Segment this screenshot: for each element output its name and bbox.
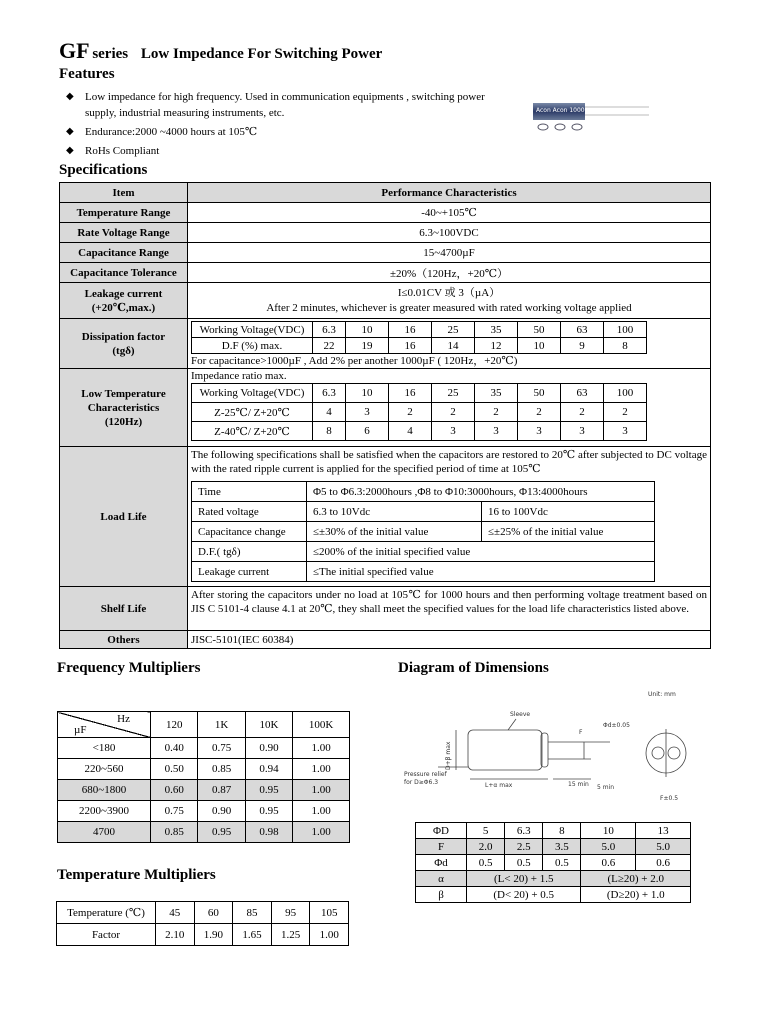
low-temp-table — [191, 383, 647, 441]
freq-value-cell: 0.95 — [245, 801, 292, 822]
lt-z25-cell: 3 — [346, 403, 389, 422]
df-voltage-cell: 35 — [475, 322, 518, 338]
shelf-life-value: After storing the capacitors under no load at 105℃ for 1000 hours and then performing voltage treatment based on JIS C 5101-4 clause 4.1 at 20℃, they shall meet the specified values for the load life characteristics listed above. — [188, 587, 711, 631]
df-voltage-label: Working Voltage(VDC) — [192, 322, 313, 338]
freq-cap-cell: <180 — [58, 738, 151, 759]
dim-beta-a: (D< 20) + 0.5 — [467, 887, 581, 903]
lt-z25-cell: 2 — [518, 403, 561, 422]
freq-value-cell: 0.90 — [198, 801, 245, 822]
dim-f-label: F — [416, 839, 467, 855]
f-dim-label: F — [579, 729, 583, 736]
lt-voltage-cell: 6.3 — [313, 384, 346, 403]
low-temp-label-line3: (120Hz) — [104, 415, 143, 428]
temp-range-label: Temperature Range — [60, 203, 188, 223]
ll-rv-label: Rated voltage — [192, 502, 307, 522]
dim-f-cell: 2.0 — [467, 839, 505, 855]
temperature-table — [56, 901, 349, 946]
feature-item: ◆ Endurance:2000 ~4000 hours at 105℃ — [66, 124, 486, 140]
lt-voltage-cell: 50 — [518, 384, 561, 403]
cap-tol-value: ±20%（120Hz，+20℃） — [188, 263, 711, 283]
freq-header-cell: 120 — [151, 712, 198, 738]
temp-cell: 60 — [194, 902, 233, 924]
freq-value-cell: 0.87 — [198, 780, 245, 801]
diagram-heading: Diagram of Dimensions — [398, 660, 549, 676]
lt-z25-cell: 4 — [313, 403, 346, 422]
freq-header-cell: 1K — [198, 712, 245, 738]
df-voltage-cell: 10 — [346, 322, 389, 338]
dim-dd-cell: 0.6 — [636, 855, 691, 871]
df-voltage-cell: 6.3 — [313, 322, 346, 338]
dim-alpha-a: (L< 20) + 1.5 — [467, 871, 581, 887]
capacitor-leads — [589, 105, 649, 117]
frequency-heading: Frequency Multipliers — [57, 660, 201, 676]
dim-alpha-label: α — [416, 871, 467, 887]
capacitor-label: Acon Acon 1000uF 35V — [536, 107, 606, 114]
temp-range-value: -40~+105℃ — [188, 203, 711, 223]
freq-value-cell: 0.75 — [198, 738, 245, 759]
dim-dd-label: Φd — [416, 855, 467, 871]
df-value-cell: 10 — [518, 338, 561, 354]
dissipation-label — [60, 319, 188, 369]
df-voltage-cell: 16 — [389, 322, 432, 338]
df-value-cell: 12 — [475, 338, 518, 354]
specifications-heading: Specifications — [59, 162, 148, 178]
lt-z40-cell: 3 — [518, 422, 561, 441]
low-temp-label-line2: Characteristics — [87, 401, 160, 414]
units-label: Unit: mm — [648, 691, 676, 698]
freq-value-cell: 1.00 — [293, 801, 350, 822]
leakage-formula: I≤0.01CV 或 3（µA） — [397, 286, 501, 299]
dim-dd-cell: 0.5 — [467, 855, 505, 871]
factor-cell: 1.90 — [194, 924, 233, 946]
lt-z40-label: Z-40℃/ Z+20℃ — [192, 422, 313, 441]
end-view-lead-left — [652, 747, 664, 759]
df-value-cell: 19 — [346, 338, 389, 354]
low-temp-intro: Impedance ratio max. — [191, 370, 287, 382]
load-life-table — [191, 481, 655, 582]
freq-value-cell: 0.95 — [245, 780, 292, 801]
leakage-label-line2: (+20℃,max.) — [91, 301, 156, 314]
temp-cell: 105 — [310, 902, 349, 924]
feature-item: ◆ Low impedance for high frequency. Used in communication equipments , switching power supply, industrial measuring instruments, etc. — [66, 89, 486, 121]
factor-cell: 2.10 — [156, 924, 195, 946]
cap-range-value: 15~4700µF — [188, 243, 711, 263]
freq-value-cell: 1.00 — [293, 822, 350, 843]
dim-f-cell: 3.5 — [543, 839, 581, 855]
dissipation-table — [191, 321, 647, 354]
lt-z25-cell: 2 — [604, 403, 647, 422]
end-view-lead-right — [668, 747, 680, 759]
series-code: GF — [59, 38, 90, 63]
lt-z40-cell: 4 — [389, 422, 432, 441]
dim-beta-b: (D≥20) + 1.0 — [581, 887, 691, 903]
lt-z25-cell: 2 — [389, 403, 432, 422]
ll-cc-label: Capacitance change — [192, 522, 307, 542]
leakage-note: After 2 minutes, whichever is greater measured with rated working voltage applied — [266, 301, 632, 314]
lt-voltage-cell: 100 — [604, 384, 647, 403]
capacitor-body — [468, 730, 542, 770]
others-value: JISC-5101(IEC 60384) — [188, 631, 711, 649]
freq-corner-cell — [58, 712, 151, 738]
freq-cap-cell: 680~1800 — [58, 780, 151, 801]
lt-voltage-cell: 16 — [389, 384, 432, 403]
lt-voltage-cell: 25 — [432, 384, 475, 403]
freq-value-cell: 0.50 — [151, 759, 198, 780]
low-temp-value — [188, 369, 711, 447]
series-word: series — [92, 46, 129, 62]
length-label: L+α max — [485, 782, 513, 789]
features-heading: Features — [59, 66, 115, 82]
freq-cap-cell: 2200~3900 — [58, 801, 151, 822]
capacitor-image — [531, 101, 606, 133]
freq-header-cell: 100K — [293, 712, 350, 738]
dissipation-value — [188, 319, 711, 369]
dim-beta-label: β — [416, 887, 467, 903]
dim-dd-cell: 0.5 — [505, 855, 543, 871]
freq-header-cell: 10K — [245, 712, 292, 738]
temp-cell: 45 — [156, 902, 195, 924]
freq-value-cell: 0.98 — [245, 822, 292, 843]
df-value-cell: 9 — [561, 338, 604, 354]
ll-rv-a: 6.3 to 10Vdc — [307, 502, 482, 522]
freq-value-cell: 0.85 — [151, 822, 198, 843]
df-value-cell: 8 — [604, 338, 647, 354]
leakage-label-line1: Leakage current — [84, 287, 163, 300]
dimension-table — [415, 822, 691, 903]
dissipation-label-line2: (tgδ) — [112, 344, 135, 357]
lt-voltage-label: Working Voltage(VDC) — [192, 384, 313, 403]
cap-tol-label: Capacitance Tolerance — [60, 263, 188, 283]
lt-z25-cell: 2 — [561, 403, 604, 422]
lt-z25-cell: 2 — [475, 403, 518, 422]
freq-value-cell: 0.95 — [198, 822, 245, 843]
df-value-cell: 22 — [313, 338, 346, 354]
df-voltage-cell: 50 — [518, 322, 561, 338]
ll-time-label: Time — [192, 482, 307, 502]
load-life-label: Load Life — [60, 447, 188, 587]
dim-dd-cell: 0.6 — [581, 855, 636, 871]
f-tol-label: F±0.5 — [660, 795, 679, 802]
dimension-drawing — [398, 683, 698, 803]
lt-z40-cell: 3 — [432, 422, 475, 441]
df-voltage-cell: 63 — [561, 322, 604, 338]
leakage-label — [60, 283, 188, 319]
temp-cell: 95 — [271, 902, 310, 924]
factor-cell: 1.00 — [310, 924, 349, 946]
lt-z40-cell: 3 — [475, 422, 518, 441]
dim-d-label: ΦD — [416, 823, 467, 839]
freq-uf-label: µF — [74, 724, 87, 736]
lead-dia-label: Φd±0.05 — [603, 722, 630, 729]
lead-15min-label: 15 min — [568, 781, 589, 788]
dim-f-cell: 5.0 — [636, 839, 691, 855]
col-perf-header: Performance Characteristics — [188, 183, 711, 203]
temp-label: Temperature (℃) — [57, 902, 156, 924]
sleeve-leader — [508, 719, 516, 730]
ll-rv-b: 16 to 100Vdc — [482, 502, 655, 522]
diameter-label: D+β max — [445, 741, 452, 770]
cap-range-label: Capacitance Range — [60, 243, 188, 263]
dim-alpha-b: (L≥20) + 2.0 — [581, 871, 691, 887]
features-list — [66, 89, 486, 162]
lt-z25-label: Z-25℃/ Z+20℃ — [192, 403, 313, 422]
ll-df-value: ≤200% of the initial specified value — [307, 542, 655, 562]
lt-z25-cell: 2 — [432, 403, 475, 422]
df-value-cell: 14 — [432, 338, 475, 354]
lt-voltage-cell: 63 — [561, 384, 604, 403]
df-max-label: D.F (%) max. — [192, 338, 313, 354]
leakage-value — [188, 283, 711, 319]
dim-f-cell: 2.5 — [505, 839, 543, 855]
dim-d-cell: 13 — [636, 823, 691, 839]
dim-dd-cell: 0.5 — [543, 855, 581, 871]
lt-z40-cell: 8 — [313, 422, 346, 441]
dim-d-cell: 10 — [581, 823, 636, 839]
load-life-intro: The following specifications shall be satisfied when the capacitors are restored to 20℃ after subjected to DC voltage with the rated ripple current is applied for the specified period of time at 105℃ — [191, 449, 707, 475]
freq-value-cell: 1.00 — [293, 780, 350, 801]
feature-item: ◆ RoHs Compliant — [66, 143, 486, 159]
ll-cc-b: ≤±25% of the initial value — [482, 522, 655, 542]
freq-hz-label: Hz — [117, 713, 130, 725]
freq-value-cell: 0.85 — [198, 759, 245, 780]
rate-voltage-label: Rate Voltage Range — [60, 223, 188, 243]
freq-value-cell: 0.75 — [151, 801, 198, 822]
lt-z40-cell: 3 — [604, 422, 647, 441]
dim-f-cell: 5.0 — [581, 839, 636, 855]
lt-voltage-cell: 35 — [475, 384, 518, 403]
dissipation-label-line1: Dissipation factor — [81, 330, 166, 343]
pressure-relief-label-2: for D≥Φ6.3 — [404, 779, 439, 786]
dim-d-cell: 5 — [467, 823, 505, 839]
frequency-table — [57, 711, 350, 843]
factor-label: Factor — [57, 924, 156, 946]
ll-cc-a: ≤±30% of the initial value — [307, 522, 482, 542]
dim-d-cell: 8 — [543, 823, 581, 839]
freq-cap-cell: 220~560 — [58, 759, 151, 780]
lt-z40-cell: 3 — [561, 422, 604, 441]
sleeve-label: Sleeve — [510, 711, 531, 718]
df-voltage-cell: 25 — [432, 322, 475, 338]
factor-cell: 1.25 — [271, 924, 310, 946]
pressure-relief-label: Pressure relief — [404, 771, 447, 778]
shelf-life-label: Shelf Life — [60, 587, 188, 631]
df-note: For capacitance>1000µF , Add 2% per another 1000µF ( 120Hz，+20℃) — [191, 355, 518, 367]
page-title — [59, 38, 382, 64]
df-value-cell: 16 — [389, 338, 432, 354]
low-temp-label — [60, 369, 188, 447]
ll-lc-label: Leakage current — [192, 562, 307, 582]
others-label: Others — [60, 631, 188, 649]
ll-lc-value: ≤The initial specified value — [307, 562, 655, 582]
load-life-value — [188, 447, 711, 587]
freq-cap-cell: 4700 — [58, 822, 151, 843]
freq-value-cell: 0.94 — [245, 759, 292, 780]
freq-value-cell: 1.00 — [293, 759, 350, 780]
dim-d-cell: 6.3 — [505, 823, 543, 839]
lead-5min-label: 5 min — [597, 784, 615, 791]
specifications-table — [59, 182, 711, 649]
df-voltage-cell: 100 — [604, 322, 647, 338]
low-temp-label-line1: Low Temperature — [81, 387, 166, 400]
ll-time-value: Φ5 to Φ6.3:2000hours ,Φ8 to Φ10:3000hours, Φ13:4000hours — [307, 482, 655, 502]
ll-df-label: D.F.( tgδ) — [192, 542, 307, 562]
temp-cell: 85 — [233, 902, 272, 924]
factor-cell: 1.65 — [233, 924, 272, 946]
freq-value-cell: 1.00 — [293, 738, 350, 759]
rate-voltage-value: 6.3~100VDC — [188, 223, 711, 243]
freq-value-cell: 0.90 — [245, 738, 292, 759]
series-subtitle: Low Impedance For Switching Power — [140, 46, 383, 62]
freq-value-cell: 0.60 — [151, 780, 198, 801]
freq-value-cell: 0.40 — [151, 738, 198, 759]
col-item-header: Item — [60, 183, 188, 203]
temperature-heading: Temperature Multipliers — [57, 867, 216, 883]
lt-voltage-cell: 10 — [346, 384, 389, 403]
lt-z40-cell: 6 — [346, 422, 389, 441]
